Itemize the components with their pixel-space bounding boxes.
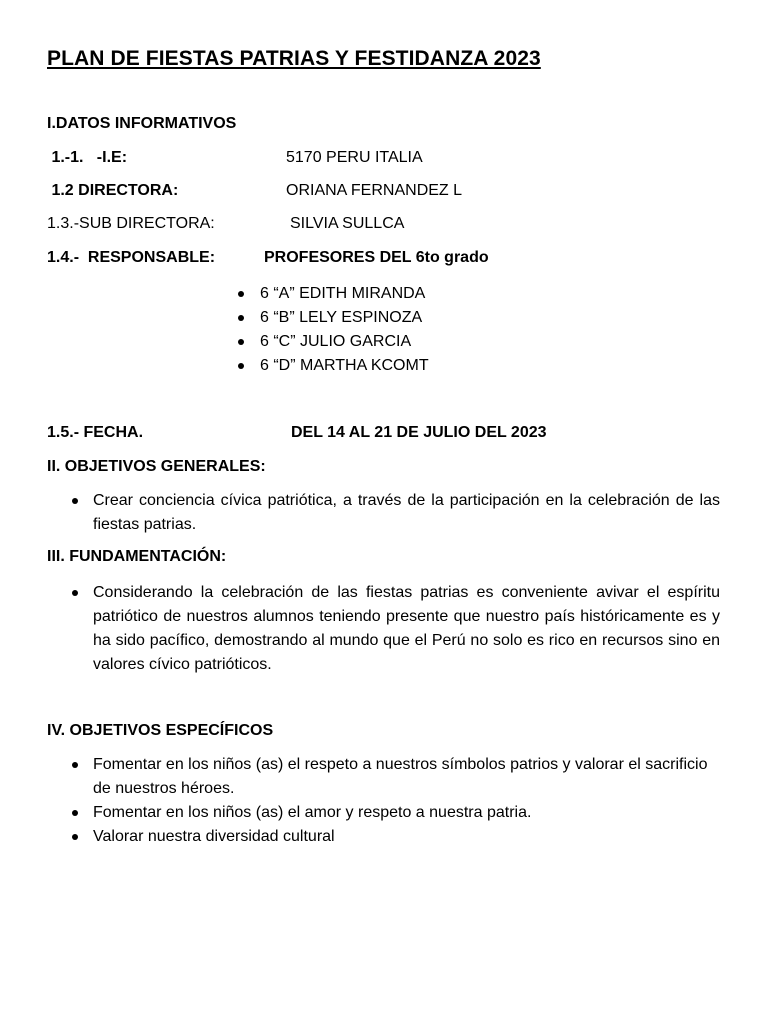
fecha-label: 1.5.- FECHA.	[47, 424, 144, 441]
list-item: Crear conciencia cívica patriótica, a través de la participación en la celebración de las fiestas patrias.	[47, 489, 720, 537]
list-item: Considerando la celebración de las fiestas patrias es conveniente avivar el espíritu patriótico de nuestros alumnos teniendo presente que nuestro país históricamente es y ha sido pacífico, demostrando al mundo que el Perú no solo es rico en recursos sino en valores cívico patrióticos.	[47, 581, 720, 677]
fundamentacion-list	[47, 581, 720, 677]
section-heading-datos: I.DATOS INFORMATIVOS	[47, 115, 237, 132]
section-heading-objetivos-generales: II. OBJETIVOS GENERALES:	[47, 458, 266, 475]
list-item: 6 “A” EDITH MIRANDA	[230, 282, 429, 306]
subdirectora-label: 1.3.-SUB DIRECTORA:	[47, 215, 215, 232]
list-item: 6 “B” LELY ESPINOZA	[230, 306, 429, 330]
subdirectora-value: SILVIA SULLCA	[290, 215, 405, 232]
objetivos-especificos-list	[47, 753, 720, 849]
section-heading-objetivos-especificos: IV. OBJETIVOS ESPECÍFICOS	[47, 722, 274, 739]
list-item: Valorar nuestra diversidad cultural	[47, 825, 720, 849]
ie-value: 5170 PERU ITALIA	[286, 149, 423, 166]
responsable-value: PROFESORES DEL 6to grado	[264, 249, 489, 266]
list-item: Fomentar en los niños (as) el respeto a nuestros símbolos patrios y valorar el sacrificio de nuestros héroes.	[47, 753, 720, 801]
list-item: Fomentar en los niños (as) el amor y respeto a nuestra patria.	[47, 801, 720, 825]
objetivos-generales-list	[47, 489, 720, 537]
document-title: PLAN DE FIESTAS PATRIAS Y FESTIDANZA 2023	[47, 47, 541, 70]
section-heading-fundamentacion: III. FUNDAMENTACIÓN:	[47, 548, 227, 565]
fecha-value: DEL 14 AL 21 DE JULIO DEL 2023	[291, 424, 547, 441]
ie-label: 1.-1. -I.E:	[47, 149, 128, 166]
list-item: 6 “C” JULIO GARCIA	[230, 330, 429, 354]
teachers-list	[230, 282, 429, 378]
directora-label: 1.2 DIRECTORA:	[47, 182, 179, 199]
responsable-label: 1.4.- RESPONSABLE:	[47, 249, 216, 266]
directora-value: ORIANA FERNANDEZ L	[286, 182, 463, 199]
list-item: 6 “D” MARTHA KCOMT	[230, 354, 429, 378]
